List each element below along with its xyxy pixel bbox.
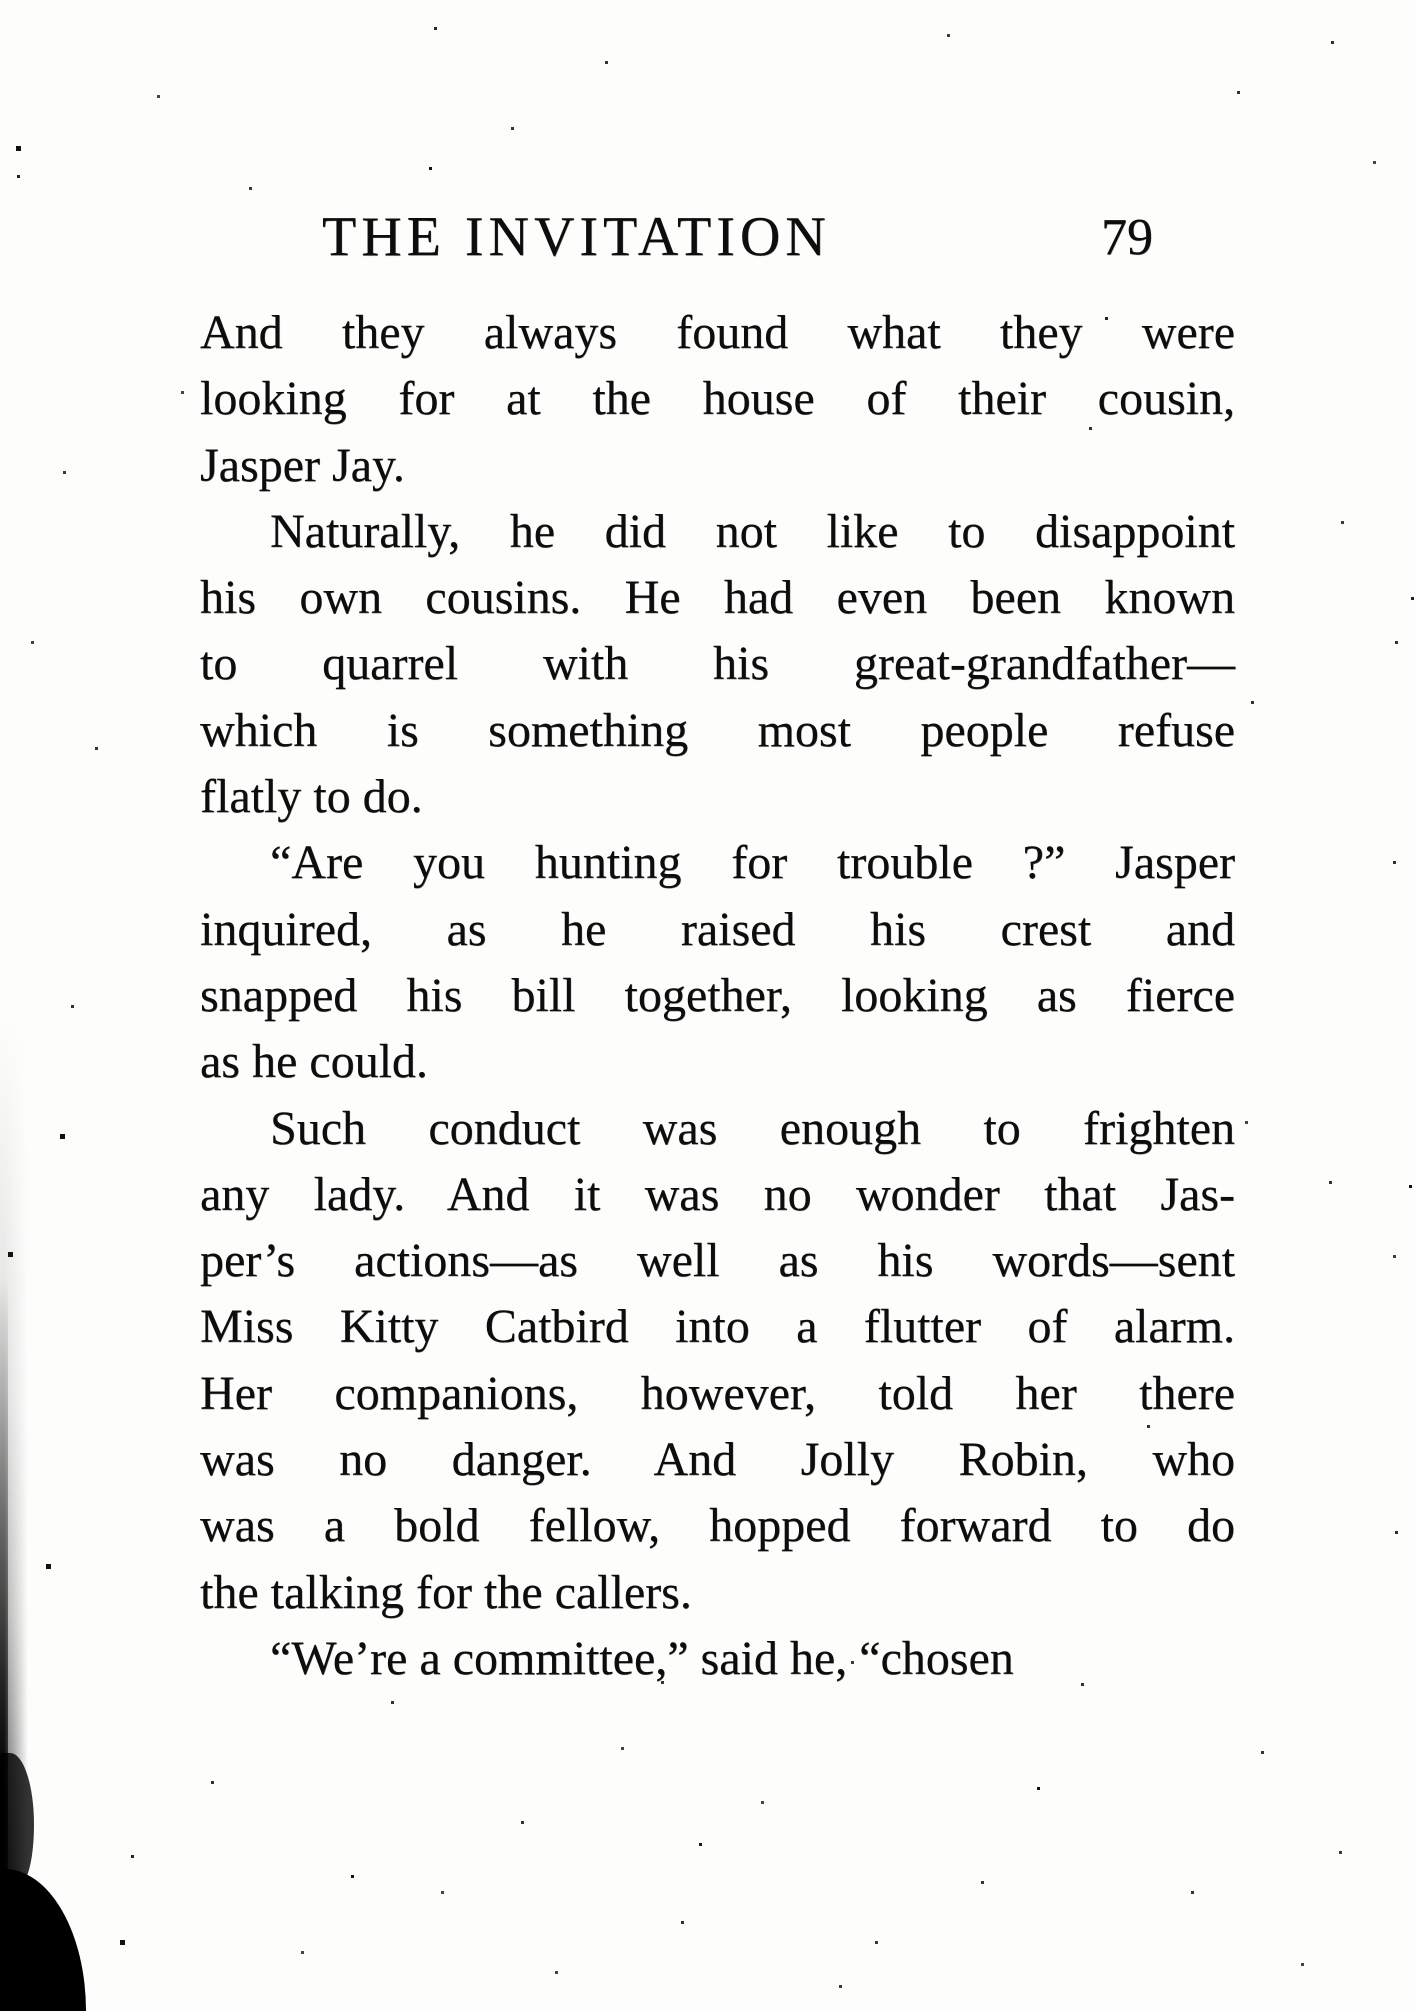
text-line: per’s actions—as well as his words—sent [200,1234,1235,1288]
scan-noise-specks-dark [0,0,1,1]
text-line: any lady. And it was no wonder that Jas- [200,1167,1235,1221]
text-line: to quarrel with his great-grandfather— [200,637,1235,691]
paragraph [200,830,1235,1095]
text-line: inquired, as he raised his crest and [200,902,1235,956]
text-column [200,300,1235,1692]
text-line: was a bold fellow, hopped forward to do [200,1499,1235,1553]
text-line: the talking for the callers. [200,1565,692,1619]
paragraph [200,1096,1235,1626]
text-line: Miss Kitty Catbird into a flutter of alarm. [200,1300,1235,1354]
text-line: Jasper Jay. [200,438,405,492]
chapter-title: THE INVITATION [322,206,831,268]
paragraph [200,1626,1235,1692]
text-line: And they always found what they were [200,306,1235,359]
page-number: 79 [1101,209,1153,266]
paragraph [200,499,1235,830]
text-line: was no danger. And Jolly Robin, who [200,1433,1235,1487]
scan-corner-blob [0,1869,86,2011]
text-line: flatly to do. [200,770,423,824]
text-line: “We’re a committee,” said he, “chosen [270,1631,1014,1685]
text-line: “Are you hunting for trouble ?” Jasper [270,836,1235,890]
text-line: which is something most people refuse [200,703,1235,757]
text-line: looking for at the house of their cousin, [200,372,1235,426]
text-line: snapped his bill together, looking as fierce [200,968,1235,1022]
page-header [200,205,1235,275]
text-line: as he could. [200,1035,428,1089]
text-line: Naturally, he did not like to disappoint [270,504,1235,558]
text-line: Such conduct was enough to frighten [270,1101,1235,1155]
text-line: Her companions, however, told her there [200,1366,1235,1420]
paragraph [200,300,1235,499]
text-line: his own cousins. He had even been known [200,571,1235,625]
